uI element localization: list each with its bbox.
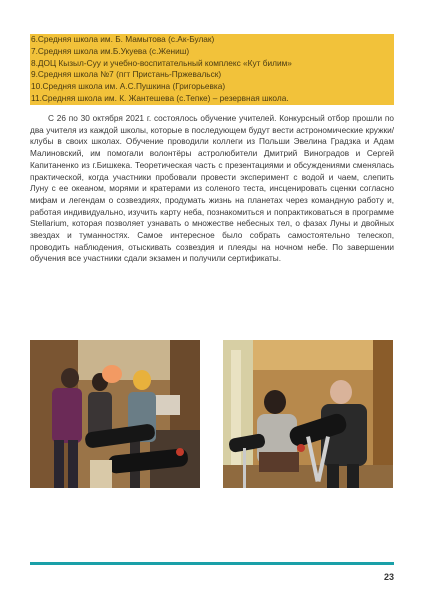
school-list xyxy=(30,34,394,105)
school-list-item: 10.Средняя школа им. А.С.Пушкина (Григорьевка) xyxy=(31,81,226,92)
body-paragraph: С 26 по 30 октября 2021 г. состоялось обучение учителей. Конкурсный отбор прошли по два учителя из каждой школы, которые в последующем будут вести астрономические кружки/клубы в своих школах. Обучение проводили коллеги из Польши Эвелина Градзка и Адам Малиновский, им помогали волонтёры астролюбители Дмитрий Виноградов и Сергей Капитаненко из г.Бишкека. Теоретическая часть с презентациями и обсуждениями сменялась практической, когда участники пробовали провести эксперимент с водой и чаем, слепить Луну с ее океаном, морями и кратерами из соленого теста, инсценировать сценки согласно мифам и легендам о созвездиях, продумать жизнь на планетах через командную работу и, работая индивидуально, изучить карту неба, познакомиться и попрактиковаться в программе Stellarium, которая позволяет узнавать о множестве небесных тел, о фазах Луны и двойных звездах и туманностях. Самое интересное было собрать самостоятельно телескоп, проводить наблюдения, отыскивать созвездия и плеяды на ночном небе. По завершении обучения все участники сдали экзамен и получили сертификаты. xyxy=(30,114,394,264)
school-list-highlight xyxy=(30,34,394,105)
photo-telescope-assembly-image xyxy=(30,340,200,488)
school-list-item: 11.Средняя школа им. К. Жантешева (с.Тепке) – резервная школа. xyxy=(31,92,289,103)
page-number: 23 xyxy=(383,572,394,582)
footer-rule xyxy=(30,562,394,565)
school-list-item: 6.Средняя школа им. Б. Мамытова (с.Ак-Булак) xyxy=(31,34,215,44)
photo-telescope-observation-image xyxy=(223,340,393,488)
school-list-item: 9.Средняя школа №7 (пгт Пристань-Пржевальск) xyxy=(31,69,222,80)
photo-telescope-observation xyxy=(223,340,393,488)
school-list-item: 8.ДОЦ Кызыл-Суу и учебно-воспитательный комплекс «Кут билим» xyxy=(31,57,292,68)
school-list-item: 7.Средняя школа им.Б.Укуева (с.Жениш) xyxy=(31,45,190,56)
photo-telescope-assembly xyxy=(30,340,200,488)
